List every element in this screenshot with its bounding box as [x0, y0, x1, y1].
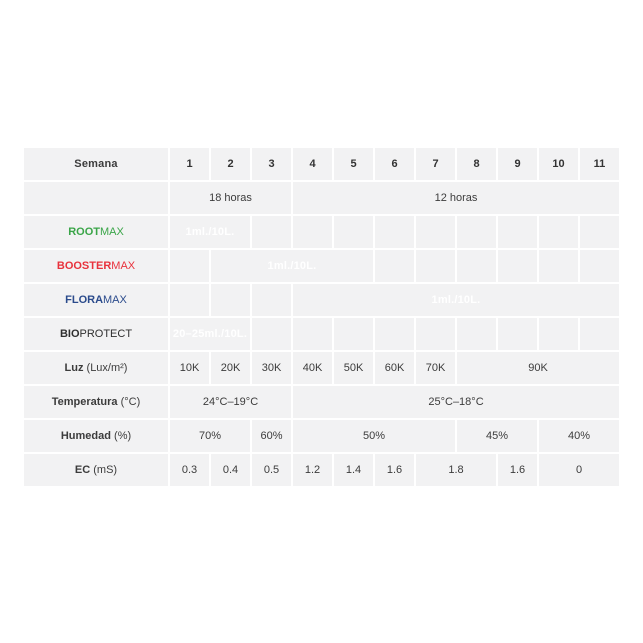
luz-cell-6: 60K — [374, 351, 415, 385]
week-cell-7: 7 — [415, 147, 456, 181]
humedad-cell-3: 50% — [292, 419, 456, 453]
bioprotect-gap-6 — [374, 317, 415, 351]
bioprotect-gap-7 — [415, 317, 456, 351]
boostermax-gap-10 — [538, 249, 579, 283]
table-row-weeks — [23, 147, 620, 181]
bioprotect-name-strong: BIO — [59, 328, 80, 340]
table-row-ec — [23, 453, 620, 487]
floramax-name-strong: FLORA — [65, 294, 104, 306]
ec-cell-2: 0.4 — [210, 453, 251, 487]
luz-label-text: Luz — [64, 362, 84, 374]
ec-label-text: EC — [74, 464, 91, 476]
boostermax-gap-9 — [497, 249, 538, 283]
luz-cell-4: 40K — [292, 351, 333, 385]
photoperiod-12h: 12 horas — [292, 181, 620, 215]
floramax-gap-1 — [169, 283, 210, 317]
rootmax-gap-3 — [251, 215, 292, 249]
product-label-rootmax — [23, 215, 169, 249]
rootmax-gap-9 — [497, 215, 538, 249]
bioprotect-gap-11 — [579, 317, 620, 351]
luz-cell-2: 20K — [210, 351, 251, 385]
ec-cell-1: 0.3 — [169, 453, 210, 487]
ec-cell-8: 1.6 — [497, 453, 538, 487]
floramax-dose-bar: 1ml./10L. — [292, 283, 620, 317]
rootmax-name-light: MAX — [99, 226, 124, 238]
rootmax-gap-4 — [292, 215, 333, 249]
table-row-photoperiod — [23, 181, 620, 215]
ec-label-unit: (mS) — [93, 464, 118, 476]
floramax-name-light: MAX — [103, 294, 127, 306]
temperatura-label-unit: (°C) — [120, 396, 141, 408]
bioprotect-gap-8 — [456, 317, 497, 351]
param-label-humedad — [23, 419, 169, 453]
luz-cell-7: 70K — [415, 351, 456, 385]
rootmax-dose-bar: 1ml./10L. — [169, 215, 251, 249]
week-cell-9: 9 — [497, 147, 538, 181]
floramax-gap-2 — [210, 283, 251, 317]
boostermax-name-light: MAX — [111, 260, 136, 272]
param-label-ec — [23, 453, 169, 487]
ec-cell-7: 1.8 — [415, 453, 497, 487]
bioprotect-gap-3 — [251, 317, 292, 351]
temperatura-cell-2: 25°C–18°C — [292, 385, 620, 419]
week-cell-11: 11 — [579, 147, 620, 181]
week-cell-3: 3 — [251, 147, 292, 181]
rootmax-gap-6 — [374, 215, 415, 249]
product-label-floramax — [23, 283, 169, 317]
bioprotect-gap-9 — [497, 317, 538, 351]
bioprotect-gap-4 — [292, 317, 333, 351]
floramax-gap-3 — [251, 283, 292, 317]
bioprotect-name-light: PROTECT — [79, 328, 133, 340]
boostermax-name-strong: BOOSTER — [56, 260, 112, 272]
boostermax-gap-6 — [374, 249, 415, 283]
luz-cell-3: 30K — [251, 351, 292, 385]
week-cell-6: 6 — [374, 147, 415, 181]
table-row-humedad — [23, 419, 620, 453]
temperatura-label-text: Temperatura — [51, 396, 118, 408]
rootmax-name-strong: ROOT — [68, 226, 100, 238]
param-label-temperatura — [23, 385, 169, 419]
ec-cell-6: 1.6 — [374, 453, 415, 487]
humedad-cell-1: 70% — [169, 419, 251, 453]
week-cell-5: 5 — [333, 147, 374, 181]
boostermax-dose-bar: 1ml./10L. — [210, 249, 374, 283]
week-cell-2: 2 — [210, 147, 251, 181]
table-row-floramax — [23, 283, 620, 317]
boostermax-gap-8 — [456, 249, 497, 283]
photoperiod-18h: 18 horas — [169, 181, 292, 215]
bioprotect-dose-bar: 20–25ml./10L. — [169, 317, 251, 351]
humedad-label-text: Humedad — [60, 430, 111, 442]
rootmax-gap-11 — [579, 215, 620, 249]
photoperiod-spacer — [23, 181, 169, 215]
luz-label-unit: (Lux/m²) — [86, 362, 128, 374]
table-row-temperatura — [23, 385, 620, 419]
luz-cell-1: 10K — [169, 351, 210, 385]
humedad-label-unit: (%) — [114, 430, 132, 442]
week-cell-1: 1 — [169, 147, 210, 181]
param-label-luz — [23, 351, 169, 385]
luz-cell-5: 50K — [333, 351, 374, 385]
humedad-cell-2: 60% — [251, 419, 292, 453]
luz-cell-8: 90K — [456, 351, 620, 385]
week-cell-4: 4 — [292, 147, 333, 181]
rootmax-gap-10 — [538, 215, 579, 249]
table-row-boostermax — [23, 249, 620, 283]
boostermax-gap-7 — [415, 249, 456, 283]
table-row-rootmax — [23, 215, 620, 249]
ec-cell-9: 0 — [538, 453, 620, 487]
ec-cell-5: 1.4 — [333, 453, 374, 487]
grow-schedule-table — [22, 146, 621, 488]
rootmax-gap-5 — [333, 215, 374, 249]
product-label-boostermax — [23, 249, 169, 283]
week-header-label: Semana — [23, 147, 169, 181]
bioprotect-gap-5 — [333, 317, 374, 351]
table-row-luz — [23, 351, 620, 385]
temperatura-cell-1: 24°C–19°C — [169, 385, 292, 419]
table-row-bioprotect — [23, 317, 620, 351]
rootmax-gap-7 — [415, 215, 456, 249]
humedad-cell-4: 45% — [456, 419, 538, 453]
ec-cell-3: 0.5 — [251, 453, 292, 487]
boostermax-gap-11 — [579, 249, 620, 283]
humedad-cell-5: 40% — [538, 419, 620, 453]
boostermax-gap-1 — [169, 249, 210, 283]
week-cell-10: 10 — [538, 147, 579, 181]
bioprotect-gap-10 — [538, 317, 579, 351]
product-label-bioprotect — [23, 317, 169, 351]
ec-cell-4: 1.2 — [292, 453, 333, 487]
rootmax-gap-8 — [456, 215, 497, 249]
week-cell-8: 8 — [456, 147, 497, 181]
